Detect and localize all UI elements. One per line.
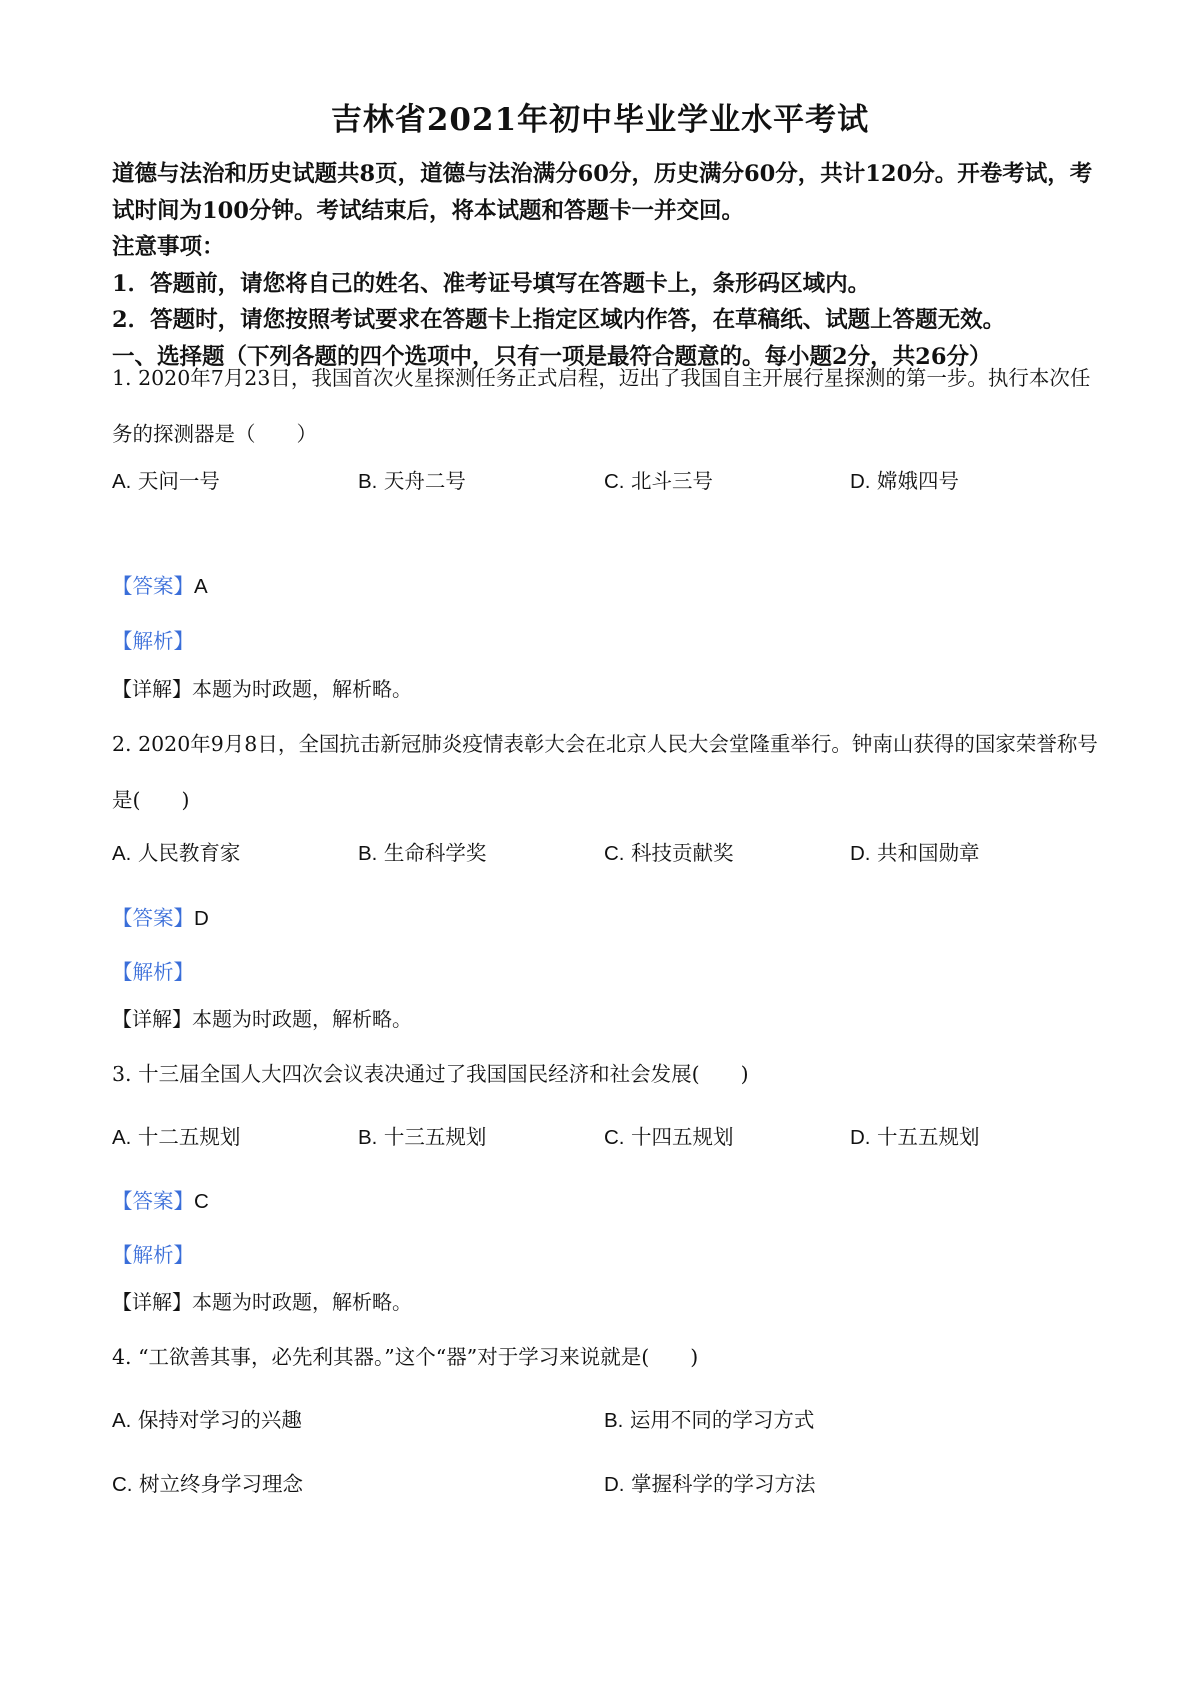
detail-text: 本题为时政题，解析略。 <box>192 677 412 701</box>
option-letter: B. <box>358 842 378 865</box>
analysis-label: 【解析】 <box>112 960 194 984</box>
detail-label: 【详解】 <box>112 677 192 701</box>
option-text: 共和国勋章 <box>877 841 980 865</box>
question-2-analysis <box>112 957 194 987</box>
option-text: 十四五规划 <box>631 1125 734 1149</box>
option-letter: D. <box>850 470 871 493</box>
option-text: 天舟二号 <box>383 469 466 493</box>
question-3-options <box>112 1122 1107 1152</box>
question-4-options-row-1 <box>112 1405 1107 1435</box>
option-letter: C. <box>604 1126 625 1149</box>
question-2-options <box>112 838 1107 868</box>
option-text: 树立终身学习理念 <box>139 1472 304 1496</box>
detail-label: 【详解】 <box>112 1007 192 1031</box>
answer-value: C <box>194 1190 209 1213</box>
option-letter: B. <box>604 1409 624 1432</box>
option-a[interactable] <box>112 838 240 869</box>
option-b[interactable] <box>358 838 486 869</box>
detail-label: 【详解】 <box>112 1290 192 1314</box>
question-4-text: 4. “工欲善其事，必先利其器。”这个“器”对于学习来说就是( ) <box>112 1345 699 1369</box>
question-2-text: 2. 2020年9月8日，全国抗击新冠肺炎疫情表彰大会在北京人民大会堂隆重举行。钟南山获得的国家荣誉称号是( ) <box>112 732 1098 812</box>
option-c[interactable] <box>604 1122 734 1153</box>
option-c[interactable] <box>112 1469 303 1500</box>
option-c[interactable] <box>604 466 713 497</box>
detail-text: 本题为时政题，解析略。 <box>192 1290 412 1314</box>
option-text: 科技贡献奖 <box>631 841 734 865</box>
option-text: 十五五规划 <box>877 1125 980 1149</box>
question-3-analysis <box>112 1240 194 1270</box>
option-d[interactable] <box>850 838 980 869</box>
answer-value: D <box>194 907 209 930</box>
question-1-detail <box>112 674 412 704</box>
question-1-options <box>112 466 1107 496</box>
analysis-label: 【解析】 <box>112 629 194 653</box>
question-1-answer <box>112 571 208 602</box>
question-1-text: 1. 2020年7月23日，我国首次火星探测任务正式启程，迈出了我国自主开展行星探测的第一步。执行本次任务的探测器是（ ） <box>112 366 1091 446</box>
question-2-detail <box>112 1004 412 1034</box>
option-b[interactable] <box>358 1122 486 1153</box>
option-a[interactable] <box>112 1122 240 1153</box>
option-text: 人民教育家 <box>137 841 241 865</box>
option-letter: D. <box>850 842 871 865</box>
question-1-analysis <box>112 626 194 656</box>
option-a[interactable] <box>112 1405 302 1436</box>
option-letter: D. <box>850 1126 871 1149</box>
option-text: 掌握科学的学习方法 <box>631 1472 816 1496</box>
section-heading: 一、选择题（下列各题的四个选项中，只有一项是最符合题意的。每小题2分，共26分） <box>112 343 992 370</box>
analysis-label: 【解析】 <box>112 1243 194 1267</box>
option-text: 北斗三号 <box>631 469 714 493</box>
option-letter: A. <box>112 842 132 865</box>
option-text: 十二五规划 <box>137 1125 241 1149</box>
option-letter: C. <box>112 1473 133 1496</box>
option-letter: C. <box>604 842 625 865</box>
exam-description: 道德与法治和历史试题共8页，道德与法治满分60分，历史满分60分，共计120分。开卷考试，考试时间为100分钟。考试结束后，将本试题和答题卡一并交回。 <box>112 161 1093 224</box>
option-letter: B. <box>358 470 378 493</box>
option-letter: A. <box>112 1409 132 1432</box>
option-letter: A. <box>112 1126 132 1149</box>
answer-value: A <box>194 575 208 598</box>
option-text: 天问一号 <box>137 469 220 493</box>
page-title: 吉林省2021年初中毕业学业水平考试 <box>330 102 870 138</box>
option-d[interactable] <box>850 1122 980 1153</box>
option-letter: A. <box>112 470 132 493</box>
question-3-detail <box>112 1287 412 1317</box>
option-b[interactable] <box>358 466 466 497</box>
detail-text: 本题为时政题，解析略。 <box>192 1007 412 1031</box>
question-3-answer <box>112 1186 209 1217</box>
option-letter: B. <box>358 1126 378 1149</box>
option-text: 运用不同的学习方式 <box>629 1408 815 1432</box>
option-letter: D. <box>604 1473 625 1496</box>
question-3-text: 3. 十三届全国人大四次会议表决通过了我国国民经济和社会发展( ) <box>112 1062 749 1086</box>
question-4-options-row-2 <box>112 1469 1107 1499</box>
option-d[interactable] <box>850 466 959 497</box>
option-c[interactable] <box>604 838 734 869</box>
option-text: 嫦娥四号 <box>877 469 960 493</box>
answer-label: 【答案】 <box>112 574 194 598</box>
option-b[interactable] <box>604 1405 814 1436</box>
notice-item-1: 1．答题前，请您将自己的姓名、准考证号填写在答题卡上，条形码区域内。 <box>112 270 871 297</box>
option-a[interactable] <box>112 466 220 497</box>
option-text: 生命科学奖 <box>383 841 487 865</box>
option-text: 十三五规划 <box>383 1125 487 1149</box>
answer-label: 【答案】 <box>112 906 194 930</box>
exam-intro <box>112 156 1107 375</box>
option-d[interactable] <box>604 1469 816 1500</box>
notice-item-2: 2．答题时，请您按照考试要求在答题卡上指定区域内作答，在草稿纸、试题上答题无效。 <box>112 307 1006 333</box>
notice-heading: 注意事项： <box>112 234 225 260</box>
option-letter: C. <box>604 470 625 493</box>
answer-label: 【答案】 <box>112 1189 194 1213</box>
option-text: 保持对学习的兴趣 <box>137 1408 302 1432</box>
question-2-answer <box>112 903 209 934</box>
